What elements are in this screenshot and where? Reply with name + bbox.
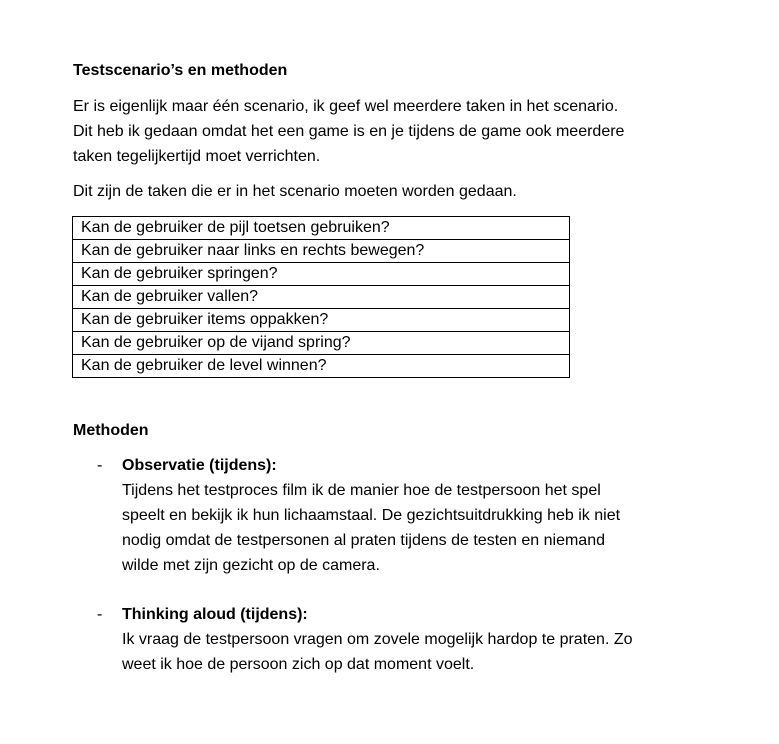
table-row <box>73 240 570 263</box>
method-line: speelt en bekijk ik hun lichaamstaal. De gezichtsuitdrukking heb ik niet <box>122 507 621 524</box>
task-cell: Kan de gebruiker vallen? <box>73 286 570 309</box>
method-thinking-aloud <box>122 605 722 677</box>
list-bullet: - <box>97 457 103 474</box>
tasks-table <box>72 216 570 378</box>
task-cell: Kan de gebruiker de pijl toetsen gebruiken? <box>73 217 570 240</box>
task-cell: Kan de gebruiker op de vijand spring? <box>73 332 570 355</box>
table-row <box>73 263 570 286</box>
method-title: Thinking aloud (tijdens): <box>122 606 308 623</box>
method-line: wilde met zijn gezicht op de camera. <box>122 557 380 574</box>
table-row <box>73 332 570 355</box>
method-line: Ik vraag de testpersoon vragen om zovele mogelijk hardop te praten. Zo <box>122 631 633 648</box>
method-line: Tijdens het testproces film ik de manier hoe de testpersoon het spel <box>122 482 601 499</box>
method-title: Observatie (tijdens): <box>122 457 277 474</box>
method-observation <box>122 456 722 578</box>
intro-line: taken tegelijkertijd moet verrichten. <box>73 148 321 165</box>
task-cell: Kan de gebruiker naar links en rechts bewegen? <box>73 240 570 263</box>
task-cell: Kan de gebruiker items oppakken? <box>73 309 570 332</box>
task-cell: Kan de gebruiker de level winnen? <box>73 355 570 378</box>
table-row <box>73 355 570 378</box>
method-line: nodig omdat de testpersonen al praten tijdens de testen en niemand <box>122 532 605 549</box>
table-row <box>73 217 570 240</box>
intro-line: Er is eigenlijk maar één scenario, ik geef wel meerdere taken in het scenario. <box>73 98 619 115</box>
list-bullet: - <box>97 606 103 623</box>
section-heading-methods: Methoden <box>73 422 149 439</box>
intro-line: Dit heb ik gedaan omdat het een game is en je tijdens de game ook meerdere <box>73 123 625 140</box>
intro-paragraph <box>73 94 693 169</box>
method-line: weet ik hoe de persoon zich op dat moment voelt. <box>122 656 475 673</box>
table-row <box>73 286 570 309</box>
tasks-intro: Dit zijn de taken die er in het scenario moeten worden gedaan. <box>73 183 517 200</box>
section-heading-scenarios: Testscenario’s en methoden <box>73 62 288 79</box>
task-cell: Kan de gebruiker springen? <box>73 263 570 286</box>
table-row <box>73 309 570 332</box>
